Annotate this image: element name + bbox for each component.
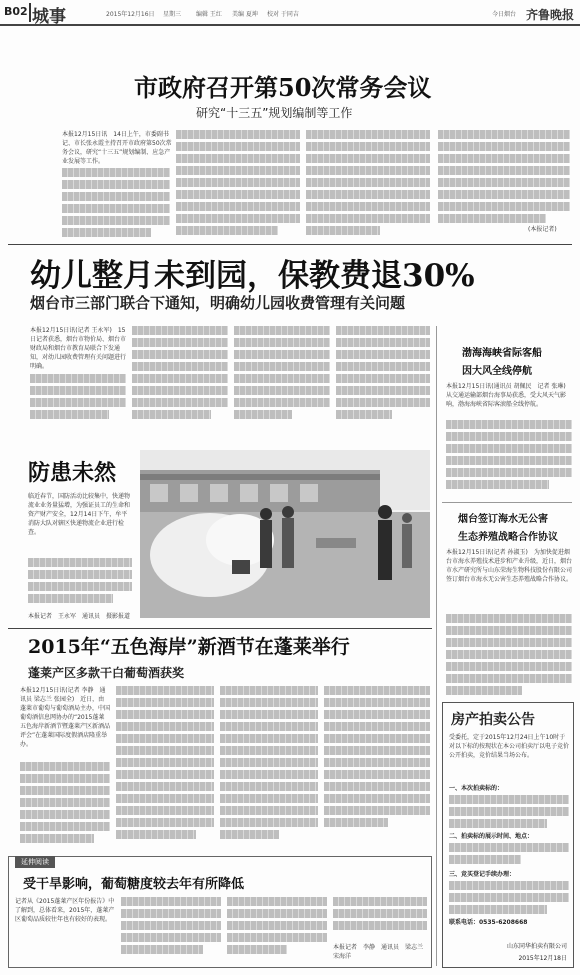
- editor: 编辑 王红: [196, 11, 222, 18]
- notice-item-3-body: [449, 881, 569, 913]
- article2-column-3: [234, 326, 330, 418]
- box-title: 受干旱影响，葡萄糖度较去年有所降低: [23, 877, 245, 892]
- article4-column-3: [220, 686, 318, 848]
- sidebar1-body: [446, 420, 572, 498]
- issue-weekday: 星期三: [163, 11, 182, 18]
- sidebar2-title-line2: 生态养殖战略合作协议: [458, 532, 558, 543]
- sidebar1-lead: 本报12月15日讯(通讯员 胡佩民 记者 张琳) 从交通运输部烟台海事局获悉，受大风天气影响，渤海海峡省际客滚船全线停航。: [446, 383, 572, 408]
- article3-body: [28, 558, 132, 608]
- article1-column-4: [438, 130, 570, 226]
- notice-body: 受委托，定于2015年12月24日上午10时于对以下标的按现状在本公司拍卖厅以电子竞价公开拍卖，竞价结果当场公布。: [449, 734, 570, 759]
- article2-column-4: [336, 326, 430, 418]
- article4-column-4: [324, 686, 430, 848]
- sidebar2-body: [446, 614, 572, 698]
- notice-item-2: 二、拍卖标的展示时间、地点：: [449, 833, 534, 840]
- box-byline: 本报记者 李静 通讯员 梁志兰 宋海洋: [333, 944, 430, 960]
- article3-lead: 临近春节，国防活动比较集中，快递物流业业务量猛增，为强证员工的生命和资产财产安全，12月14日下午，牟平消防大队对辖区快递物流企业进行检查。: [28, 493, 131, 536]
- notice-item-1: 一、本次拍卖标的：: [449, 785, 504, 792]
- section-title: 城事: [32, 7, 66, 27]
- newspaper-logo: 齐鲁晚报: [525, 8, 574, 22]
- article1-lead: 本报12月15日讯 14日上午，市委副书记、市长张永霞主持召开市政府第50次常务会议，研究“十三五”规划编制、应急产业发展等工作。: [62, 131, 172, 165]
- sidebar2-title: 烟台签订海水无公害: [458, 514, 548, 525]
- sidebar1-title-line2: 因大风全线停航: [462, 366, 532, 377]
- box-lead: 记者从《2015蓬莱产区年份报告》中了解到，总体看来，2015年，蓬莱产区葡萄品质较往年也有较好的表现。: [15, 898, 115, 923]
- article3-title: 防患未然: [28, 460, 117, 486]
- article1-byline: (本报记者): [528, 226, 557, 233]
- designer: 美编 夏坤: [232, 11, 258, 18]
- page-number: B02: [4, 5, 28, 18]
- divider: [8, 628, 432, 629]
- notice-item-3: 三、竞买登记手续办理：: [449, 871, 516, 878]
- box-column-2: [121, 897, 221, 963]
- box-tag: 延伸阅读: [15, 856, 55, 868]
- extended-reading-box: [8, 856, 432, 968]
- notice-item-2-body: [449, 843, 569, 865]
- article4-title: 2015年“五色海岸”新酒节在蓬莱举行: [28, 636, 350, 658]
- brand-slogan: 今日烟台: [491, 11, 516, 18]
- column-divider: [436, 326, 437, 966]
- article4-subtitle: 蓬莱产区多款干白葡萄酒获奖: [28, 666, 185, 680]
- article4-lead: 本报12月15日讯(记者 李静 通讯员 梁志兰 张园全) 近日，由蓬莱市葡萄与葡萄酒局主办，中国葡萄酒信息网协办的“2015蓬莱五色海岸新酒节暨蓬莱产区新酒品评会”在蓬莱国际度假酒店隆重举办。: [20, 687, 111, 748]
- article3-byline: 本报记者 王永军 通讯员 摄影报道: [28, 613, 131, 620]
- notice-title: 房产拍卖公告: [451, 712, 535, 728]
- page-header: [0, 0, 580, 26]
- notice-contact: 联系电话：0535-6208668: [449, 919, 528, 926]
- sidebar1-title: 渤海海峡省际客船: [462, 348, 542, 359]
- article1-column-3: [306, 130, 430, 238]
- divider: [8, 244, 572, 245]
- article2-subtitle: 烟台市三部门联合下通知，明确幼儿园收费管理有关问题: [30, 294, 406, 312]
- notice-item-1-body: [449, 795, 569, 827]
- article4-column-2: [116, 686, 214, 848]
- article1-subtitle: 研究“十三五”规划编制等工作: [196, 106, 353, 120]
- sidebar2-lead: 本报12月15日讯(记者 孙淑玉) 为加快促进烟台市海水养殖技术进步和产业升级，近日，烟台市水产研究所与山东荣海生物科技股份有限公司签订烟台市海水无公害生态养殖战略合作协议。: [446, 549, 573, 583]
- auction-notice: [442, 702, 574, 968]
- article4-column-1: [20, 762, 110, 848]
- box-column-4: [333, 897, 427, 941]
- proofreader: 校对 于同吉: [267, 11, 299, 18]
- fire-drill-photo: [140, 450, 430, 618]
- header-divider: [29, 3, 31, 22]
- news-photo: [140, 450, 430, 618]
- article1-column-1: [62, 168, 170, 238]
- issue-date: 2015年12月16日: [106, 11, 155, 18]
- article2-column-2: [132, 326, 228, 418]
- article1-column-2: [176, 130, 300, 238]
- article2-lead: 本报12月15日讯(记者 王永军) 15日记者获悉，烟台市物价局、烟台市财政局和烟台市教育局联合下发通知，对幼儿园收费管理有关问题进行明确。: [30, 327, 127, 370]
- notice-company: 山东同华拍卖有限公司: [506, 943, 567, 950]
- notice-date: 2015年12月18日: [518, 955, 567, 962]
- box-column-3: [227, 897, 327, 963]
- divider: [442, 502, 572, 503]
- article2-column-1: [30, 374, 126, 418]
- article1-title: 市政府召开第50次常务会议: [134, 73, 432, 102]
- article2-title: 幼儿整月未到园，保教费退30%: [30, 258, 475, 294]
